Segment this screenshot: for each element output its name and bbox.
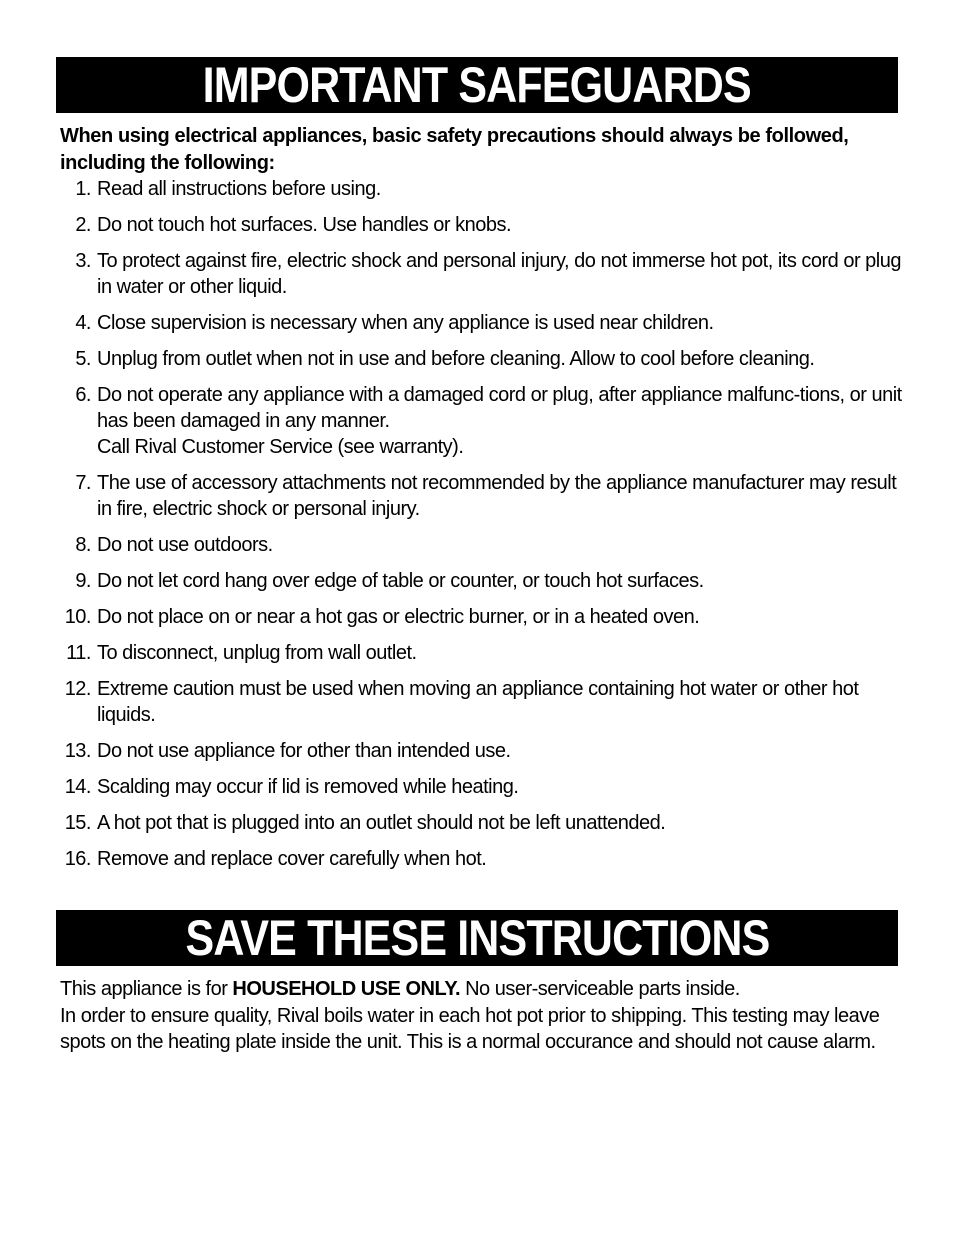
safeguard-line: Do not use outdoors. [97, 534, 273, 556]
safeguard-line: Unplug from outlet when not in use and before cleaning. Allow to cool before cleaning. [97, 348, 815, 370]
safeguard-text [91, 738, 906, 764]
safeguard-line: A hot pot that is plugged into an outlet should not be left unattended. [97, 812, 666, 834]
safeguard-line: Extreme caution must be used when moving an appliance containing hot water or other hot liquids. [97, 678, 859, 726]
safeguard-number: 11. [66, 642, 91, 664]
safeguard-line: Do not use appliance for other than intended use. [97, 740, 511, 762]
safeguard-number: 13. [64, 740, 91, 762]
safeguard-item [56, 310, 906, 336]
safeguard-number: 9. [75, 570, 91, 592]
safeguard-item [56, 346, 906, 372]
heading-2-text: SAVE THESE INSTRUCTIONS [185, 910, 769, 966]
safeguard-item [56, 774, 906, 800]
safeguard-text [91, 310, 906, 336]
safeguard-item [56, 248, 906, 300]
household-suffix: No user-serviceable parts inside. [460, 978, 740, 1000]
safeguard-line: Do not let cord hang over edge of table or counter, or touch hot surfaces. [97, 570, 704, 592]
safeguard-line: The use of accessory attachments not recommended by the appliance manufacturer may result in fire, electric shock or personal injury. [97, 472, 897, 520]
safeguard-text [91, 212, 906, 238]
safeguard-line: Call Rival Customer Service (see warranty). [97, 436, 464, 458]
safeguard-text [91, 604, 906, 630]
safeguard-line: To disconnect, unplug from wall outlet. [97, 642, 417, 664]
safeguard-line: Do not place on or near a hot gas or electric burner, or in a heated oven. [97, 606, 700, 628]
safeguard-line: Do not operate any appliance with a damaged cord or plug, after appliance malfunc-tions, or unit has been damaged in any manner. [97, 384, 902, 432]
safeguard-text [91, 346, 906, 372]
safeguard-number: 4. [75, 312, 91, 334]
safeguard-number: 16. [64, 848, 91, 870]
safeguard-item [56, 810, 906, 836]
safeguard-number: 10. [64, 606, 91, 628]
safeguard-item [56, 640, 906, 666]
safeguard-number: 3. [75, 250, 91, 272]
save-instructions-heading [56, 910, 898, 966]
safeguard-item [56, 568, 906, 594]
footer-notice [60, 976, 900, 1056]
safeguard-line: Scalding may occur if lid is removed while heating. [97, 776, 519, 798]
safeguard-number: 7. [75, 472, 91, 494]
heading-1-text: IMPORTANT SAFEGUARDS [202, 57, 752, 113]
safeguard-text [91, 810, 906, 836]
safeguard-text [91, 248, 906, 300]
household-use-only: HOUSEHOLD USE ONLY. [232, 978, 461, 1000]
safeguard-number: 14. [64, 776, 91, 798]
safeguard-line: To protect against fire, electric shock and personal injury, do not immerse hot pot, its cord or plug in water or other liquid. [97, 250, 901, 298]
safeguard-number: 1. [75, 178, 91, 200]
safeguard-item [56, 532, 906, 558]
safeguard-list [56, 176, 906, 882]
safeguard-item [56, 738, 906, 764]
safeguard-text [91, 774, 906, 800]
important-safeguards-heading [56, 57, 898, 113]
safeguard-item [56, 604, 906, 630]
intro-text: When using electrical appliances, basic safety precautions should always be followed, including the following: [60, 125, 849, 174]
quality-paragraph: In order to ensure quality, Rival boils water in each hot pot prior to shipping. This testing may leave spots on the heating plate inside the unit. This is a normal occurance and should not cause alarm. [60, 1004, 880, 1053]
safeguard-number: 6. [75, 384, 91, 406]
safeguard-text [91, 676, 906, 728]
safeguard-line: Do not touch hot surfaces. Use handles or knobs. [97, 214, 512, 236]
safeguard-line: Close supervision is necessary when any appliance is used near children. [97, 312, 714, 334]
safeguard-number: 8. [75, 534, 91, 556]
safeguard-number: 15. [64, 812, 91, 834]
safeguard-number: 12. [64, 678, 91, 700]
household-prefix: This appliance is for [60, 978, 233, 1000]
safeguard-item [56, 676, 906, 728]
safeguard-number: 5. [75, 348, 91, 370]
safeguard-item [56, 176, 906, 202]
safeguard-text [91, 846, 906, 872]
safeguard-line: Remove and replace cover carefully when hot. [97, 848, 487, 870]
safeguard-number: 2. [75, 214, 91, 236]
safeguard-line: Read all instructions before using. [97, 178, 381, 200]
safeguard-text [91, 532, 906, 558]
safeguard-item [56, 382, 906, 460]
safeguard-item [56, 846, 906, 872]
safeguard-text [91, 176, 906, 202]
safeguard-text [91, 568, 906, 594]
safeguard-item [56, 470, 906, 522]
household-use-line [60, 976, 900, 1003]
safeguard-text [91, 470, 906, 522]
safeguard-text [91, 640, 906, 666]
safeguard-item [56, 212, 906, 238]
safeguard-text [91, 382, 906, 460]
